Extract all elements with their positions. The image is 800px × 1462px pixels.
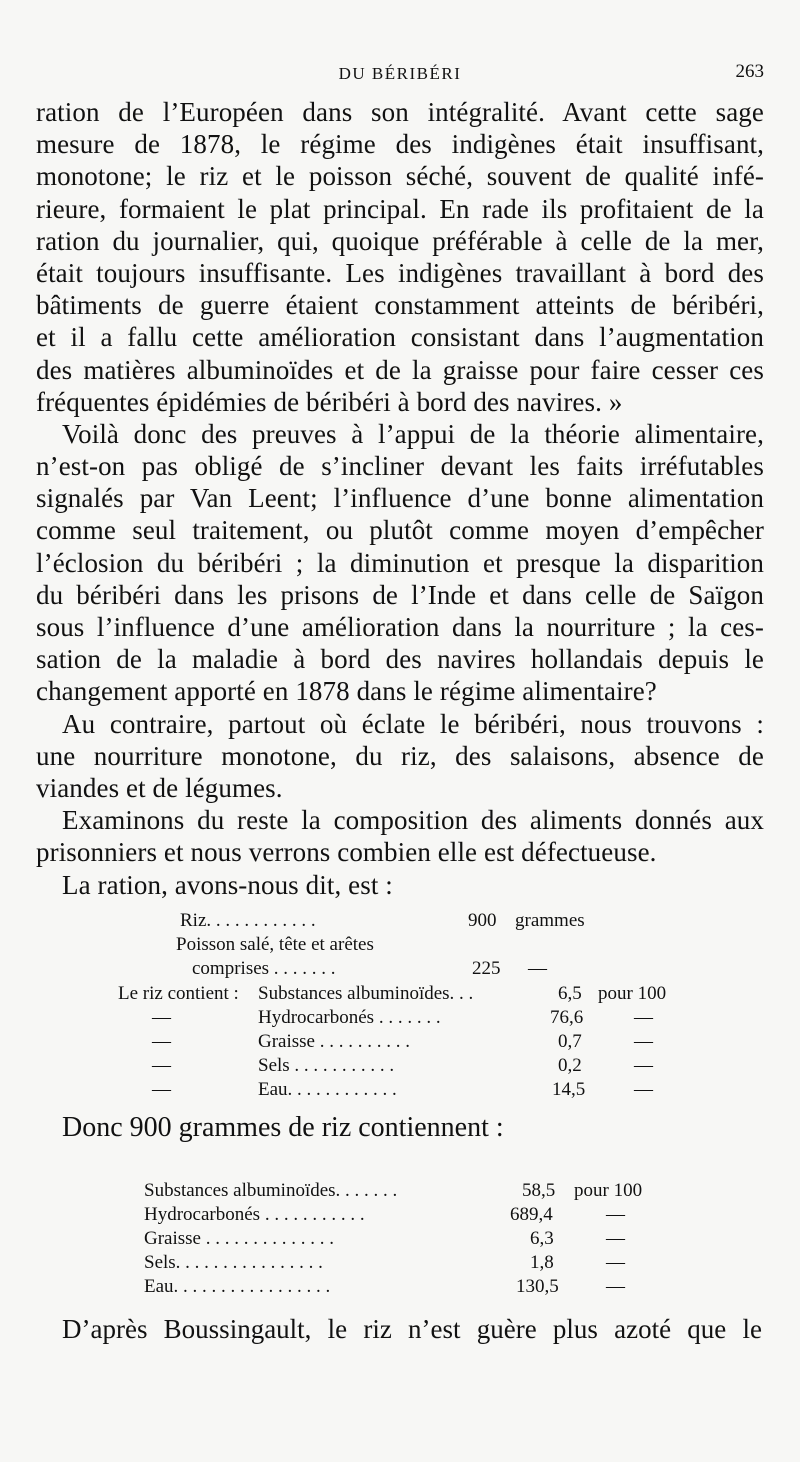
row-prefix: — — [152, 1007, 171, 1028]
text-line: fréquentes épidémies de béribéri à bord des navires. » — [36, 386, 623, 417]
text-line: changement apporté en 1878 dans le régime alimentaire? — [36, 676, 657, 707]
row-label: Sels. . . . . . . . . . . . . . . . — [144, 1252, 323, 1273]
row-unit: pour 100 — [574, 1180, 643, 1201]
row-value: 225 — [472, 958, 501, 979]
text-line: viandes et de légumes. — [36, 772, 283, 803]
text-line: monotone; le riz et le poisson séché, souvent de qualité infé- — [36, 161, 764, 192]
row-unit: — — [528, 958, 547, 979]
row-unit: — — [634, 1079, 653, 1100]
row-label: Poisson salé, tête et arêtes — [176, 934, 374, 955]
row-prefix: — — [152, 1079, 171, 1100]
row-prefix: Le riz contient : — [118, 983, 239, 1004]
text-line: Au contraire, partout où éclate le béribéri, nous trouvons : — [62, 708, 764, 739]
row-value: 0,7 — [558, 1031, 582, 1052]
row-label: Hydrocarbonés . . . . . . . . . . . — [144, 1204, 365, 1225]
row-value: 130,5 — [516, 1276, 559, 1297]
text-line: La ration, avons-nous dit, est : — [62, 869, 393, 900]
row-value: 6,3 — [530, 1228, 554, 1249]
text-line: bâtiments de guerre étaient constamment atteints de béribéri, — [36, 290, 764, 321]
row-label: Riz. . . . . . . . . . . . — [180, 910, 316, 931]
text-line: une nourriture monotone, du riz, des salaisons, absence de — [36, 740, 764, 771]
row-value: 900 — [468, 910, 497, 931]
row-label: Graisse . . . . . . . . . . . . . . — [144, 1228, 334, 1249]
row-value: 689,4 — [510, 1204, 553, 1225]
row-label: Substances albuminoïdes. . . . . . . — [144, 1180, 398, 1201]
text-line: n’est-on pas obligé de s’incliner devant les faits irréfutables — [36, 451, 764, 482]
running-head: DU BÉRIBÉRI — [338, 64, 462, 83]
text-line: signalés par Van Leent; l’influence d’une bonne alimentation — [36, 483, 764, 514]
row-value: 6,5 — [558, 983, 582, 1004]
row-prefix: — — [152, 1055, 171, 1076]
row-unit: — — [634, 1055, 653, 1076]
row-prefix: — — [152, 1031, 171, 1052]
text-line: comme seul traitement, ou plutôt comme moyen d’empêcher — [36, 515, 764, 546]
text-line: l’éclosion du béribéri ; la diminution et presque la disparition — [36, 547, 764, 578]
row-value: 0,2 — [558, 1055, 582, 1076]
text-line: du béribéri dans les prisons de l’Inde et dans celle de Saïgon — [36, 579, 764, 610]
row-unit: grammes — [515, 910, 585, 931]
text-line: était toujours insuffisante. Les indigènes travaillant à bord des — [36, 257, 764, 288]
row-label: Eau. . . . . . . . . . . . . . . . . — [144, 1276, 331, 1297]
text-line: mesure de 1878, le régime des indigènes était insuffisant, — [36, 129, 764, 160]
page-number: 263 — [735, 61, 764, 82]
text-line: et il a fallu cette amélioration consistant dans l’augmentation — [36, 322, 764, 353]
text-line: sation de la maladie à bord des navires hollandais depuis le — [36, 644, 764, 675]
text-line: sous l’influence d’une amélioration dans la nourriture ; la ces- — [36, 612, 764, 642]
row-unit: pour 100 — [598, 983, 667, 1004]
row-unit: — — [606, 1252, 625, 1273]
row-value: 76,6 — [550, 1007, 584, 1028]
row-value: 58,5 — [522, 1180, 556, 1201]
row-label: Graisse . . . . . . . . . . — [258, 1031, 410, 1052]
page-header — [36, 61, 764, 88]
row-label: Substances albuminoïdes. . . — [258, 983, 474, 1004]
text-line: Examinons du reste la composition des aliments donnés aux — [62, 805, 764, 836]
row-label: Eau. . . . . . . . . . . . — [258, 1079, 397, 1100]
text-line: ration du journalier, qui, quoique préférable à celle de la mer, — [36, 225, 764, 256]
row-value: 1,8 — [530, 1252, 554, 1273]
text-line: ration de l’Européen dans son intégralité. Avant cette sage — [36, 97, 764, 127]
text-line: Voilà donc des preuves à l’appui de la théorie alimentaire, — [62, 418, 764, 449]
row-label: comprises . . . . . . . — [192, 958, 336, 979]
row-unit: — — [634, 1031, 653, 1052]
text-line: D’après Boussingault, le riz n’est guère plus azoté que le — [62, 1314, 762, 1344]
section-heading: Donc 900 grammes de riz contiennent : — [62, 1112, 504, 1143]
row-unit: — — [634, 1007, 653, 1028]
row-unit: — — [606, 1276, 625, 1297]
text-line: prisonniers et nous verrons combien elle est défectueuse. — [36, 837, 657, 868]
body-text — [36, 96, 764, 901]
row-value: 14,5 — [552, 1079, 586, 1100]
row-label: Sels . . . . . . . . . . . — [258, 1055, 395, 1076]
row-unit: — — [606, 1228, 625, 1249]
row-unit: — — [606, 1204, 625, 1225]
text-line: rieure, formaient le plat principal. En rade ils profitaient de la — [36, 193, 764, 224]
text-line: des matières albuminoïdes et de la graisse pour faire cesser ces — [36, 354, 764, 385]
row-label: Hydrocarbonés . . . . . . . — [258, 1007, 441, 1028]
